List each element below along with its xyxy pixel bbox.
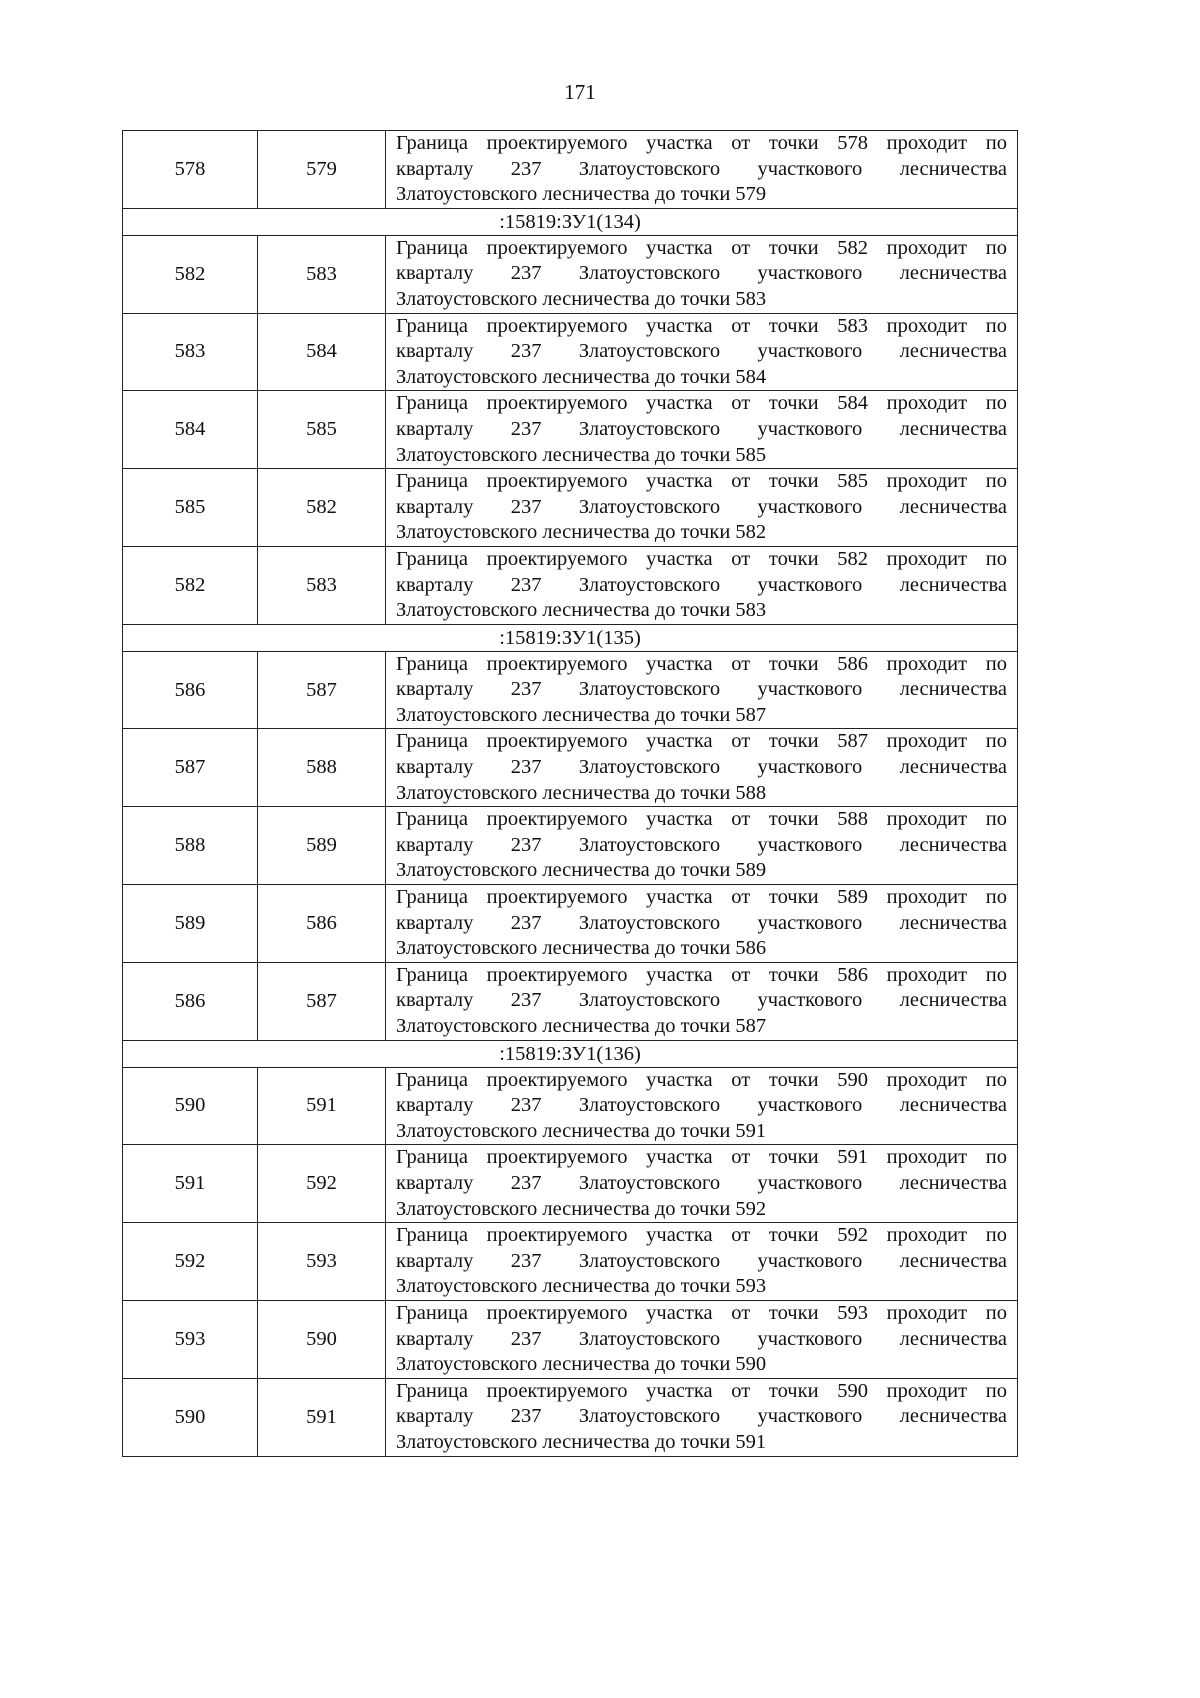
point-to-cell: 582 [258,469,386,547]
boundary-description-cell [386,469,1018,547]
description-line: Граница проектируемого участка от точки 582 проходит по [396,547,1007,570]
point-to-cell: 579 [258,131,386,209]
point-to-cell: 583 [258,546,386,624]
description-line: Граница проектируемого участка от точки 587 проходит по [396,730,1007,753]
boundary-description-cell [386,1145,1018,1223]
description-line: Златоустовского лесничества до точки 592 [396,1197,767,1220]
point-from-cell: 588 [123,807,258,885]
description-line: Граница проектируемого участка от точки 592 проходит по [396,1224,1007,1247]
page-number: 171 [564,80,596,104]
table-row [123,1300,1018,1378]
point-from-cell: 586 [123,962,258,1040]
description-line: Златоустовского лесничества до точки 591 [396,1119,767,1142]
description-line: Златоустовского лесничества до точки 583 [396,287,767,310]
description-line: Граница проектируемого участка от точки 589 проходит по [396,886,1007,909]
boundary-description-cell [386,651,1018,729]
table-body [123,131,1018,1457]
description-line: кварталу 237 Златоустовского участкового лесничества [396,1094,1007,1117]
description-line: Граница проектируемого участка от точки 584 проходит по [396,392,1007,415]
description-line: Златоустовского лесничества до точки 584 [396,365,767,388]
boundary-description-cell [386,1300,1018,1378]
description-line: Граница проектируемого участка от точки 582 проходит по [396,236,1007,259]
section-label: :15819:ЗУ1(136) [123,1040,1018,1067]
point-to-cell: 590 [258,1300,386,1378]
boundary-description-cell [386,235,1018,313]
section-label: :15819:ЗУ1(134) [123,208,1018,235]
table-row [123,651,1018,729]
description-line: Граница проектируемого участка от точки 585 проходит по [396,470,1007,493]
description-line: кварталу 237 Златоустовского участкового лесничества [396,1327,1007,1350]
description-line: Златоустовского лесничества до точки 585 [396,443,767,466]
section-header-row [123,1040,1018,1067]
point-from-cell: 589 [123,885,258,963]
description-line: Златоустовского лесничества до точки 590 [396,1353,767,1376]
description-line: кварталу 237 Златоустовского участкового лесничества [396,833,1007,856]
description-line: кварталу 237 Златоустовского участкового лесничества [396,678,1007,701]
section-header-row [123,208,1018,235]
point-to-cell: 587 [258,962,386,1040]
point-from-cell: 587 [123,729,258,807]
table-row [123,1145,1018,1223]
description-line: Граница проектируемого участка от точки 583 проходит по [396,314,1007,337]
description-line: кварталу 237 Златоустовского участкового лесничества [396,573,1007,596]
point-from-cell: 585 [123,469,258,547]
table-row [123,807,1018,885]
point-from-cell: 591 [123,1145,258,1223]
table-row [123,1378,1018,1456]
table-row [123,546,1018,624]
description-line: Граница проектируемого участка от точки 591 проходит по [396,1146,1007,1169]
point-from-cell: 590 [123,1067,258,1145]
point-to-cell: 586 [258,885,386,963]
boundary-description-cell [386,1067,1018,1145]
boundary-description-cell [386,807,1018,885]
description-line: кварталу 237 Златоустовского участкового лесничества [396,1405,1007,1428]
point-from-cell: 590 [123,1378,258,1456]
description-line: кварталу 237 Златоустовского участкового лесничества [396,1249,1007,1272]
point-to-cell: 593 [258,1223,386,1301]
description-line: Граница проектируемого участка от точки 578 проходит по [396,132,1007,154]
point-to-cell: 592 [258,1145,386,1223]
boundary-description-cell [386,131,1018,209]
description-line: Златоустовского лесничества до точки 587 [396,703,767,726]
description-line: Граница проектируемого участка от точки 586 проходит по [396,963,1007,986]
point-to-cell: 591 [258,1378,386,1456]
description-line: Златоустовского лесничества до точки 579 [396,183,767,206]
boundary-description-cell [386,1223,1018,1301]
description-line: Златоустовского лесничества до точки 583 [396,599,767,622]
table-row [123,1067,1018,1145]
point-from-cell: 583 [123,313,258,391]
point-to-cell: 589 [258,807,386,885]
description-line: кварталу 237 Златоустовского участкового лесничества [396,262,1007,285]
point-to-cell: 591 [258,1067,386,1145]
point-to-cell: 583 [258,235,386,313]
description-line: Златоустовского лесничества до точки 587 [396,1015,767,1037]
table-row [123,962,1018,1040]
description-line: кварталу 237 Златоустовского участкового лесничества [396,756,1007,779]
point-from-cell: 582 [123,235,258,313]
description-line: Граница проектируемого участка от точки 586 проходит по [396,652,1007,675]
point-from-cell: 578 [123,131,258,209]
point-to-cell: 588 [258,729,386,807]
point-from-cell: 586 [123,651,258,729]
section-header-row [123,624,1018,651]
point-from-cell: 582 [123,546,258,624]
description-line: Златоустовского лесничества до точки 593 [396,1275,767,1298]
table-row [123,469,1018,547]
table-row [123,391,1018,469]
table-row [123,885,1018,963]
table-row [123,235,1018,313]
description-line: кварталу 237 Златоустовского участкового лесничества [396,989,1007,1012]
description-line: Граница проектируемого участка от точки 593 проходит по [396,1301,1007,1324]
section-label: :15819:ЗУ1(135) [123,624,1018,651]
description-line: Златоустовского лесничества до точки 586 [396,937,767,960]
description-line: Граница проектируемого участка от точки 588 проходит по [396,808,1007,831]
boundary-description-cell [386,391,1018,469]
description-line: Златоустовского лесничества до точки 588 [396,781,767,804]
description-line: кварталу 237 Златоустовского участкового лесничества [396,495,1007,518]
point-to-cell: 585 [258,391,386,469]
description-line: Граница проектируемого участка от точки 590 проходит по [396,1379,1007,1402]
point-from-cell: 592 [123,1223,258,1301]
boundary-table [122,130,1018,1457]
table-row [123,313,1018,391]
table-row [123,1223,1018,1301]
boundary-description-cell [386,546,1018,624]
description-line: Златоустовского лесничества до точки 589 [396,859,767,882]
boundary-description-cell [386,885,1018,963]
description-line: кварталу 237 Златоустовского участкового лесничества [396,911,1007,934]
table-row [123,729,1018,807]
point-to-cell: 584 [258,313,386,391]
point-from-cell: 584 [123,391,258,469]
boundary-description-cell [386,729,1018,807]
description-line: Златоустовского лесничества до точки 591 [396,1430,767,1453]
description-line: Златоустовского лесничества до точки 582 [396,521,767,544]
point-from-cell: 593 [123,1300,258,1378]
boundary-description-cell [386,1378,1018,1456]
description-line: кварталу 237 Златоустовского участкового лесничества [396,340,1007,363]
description-line: кварталу 237 Златоустовского участкового лесничества [396,417,1007,440]
boundary-description-cell [386,313,1018,391]
table-row [123,131,1018,209]
description-line: кварталу 237 Златоустовского участкового лесничества [396,1171,1007,1194]
description-line: кварталу 237 Златоустовского участкового лесничества [396,157,1007,180]
description-line: Граница проектируемого участка от точки 590 проходит по [396,1068,1007,1091]
point-to-cell: 587 [258,651,386,729]
boundary-description-cell [386,962,1018,1040]
